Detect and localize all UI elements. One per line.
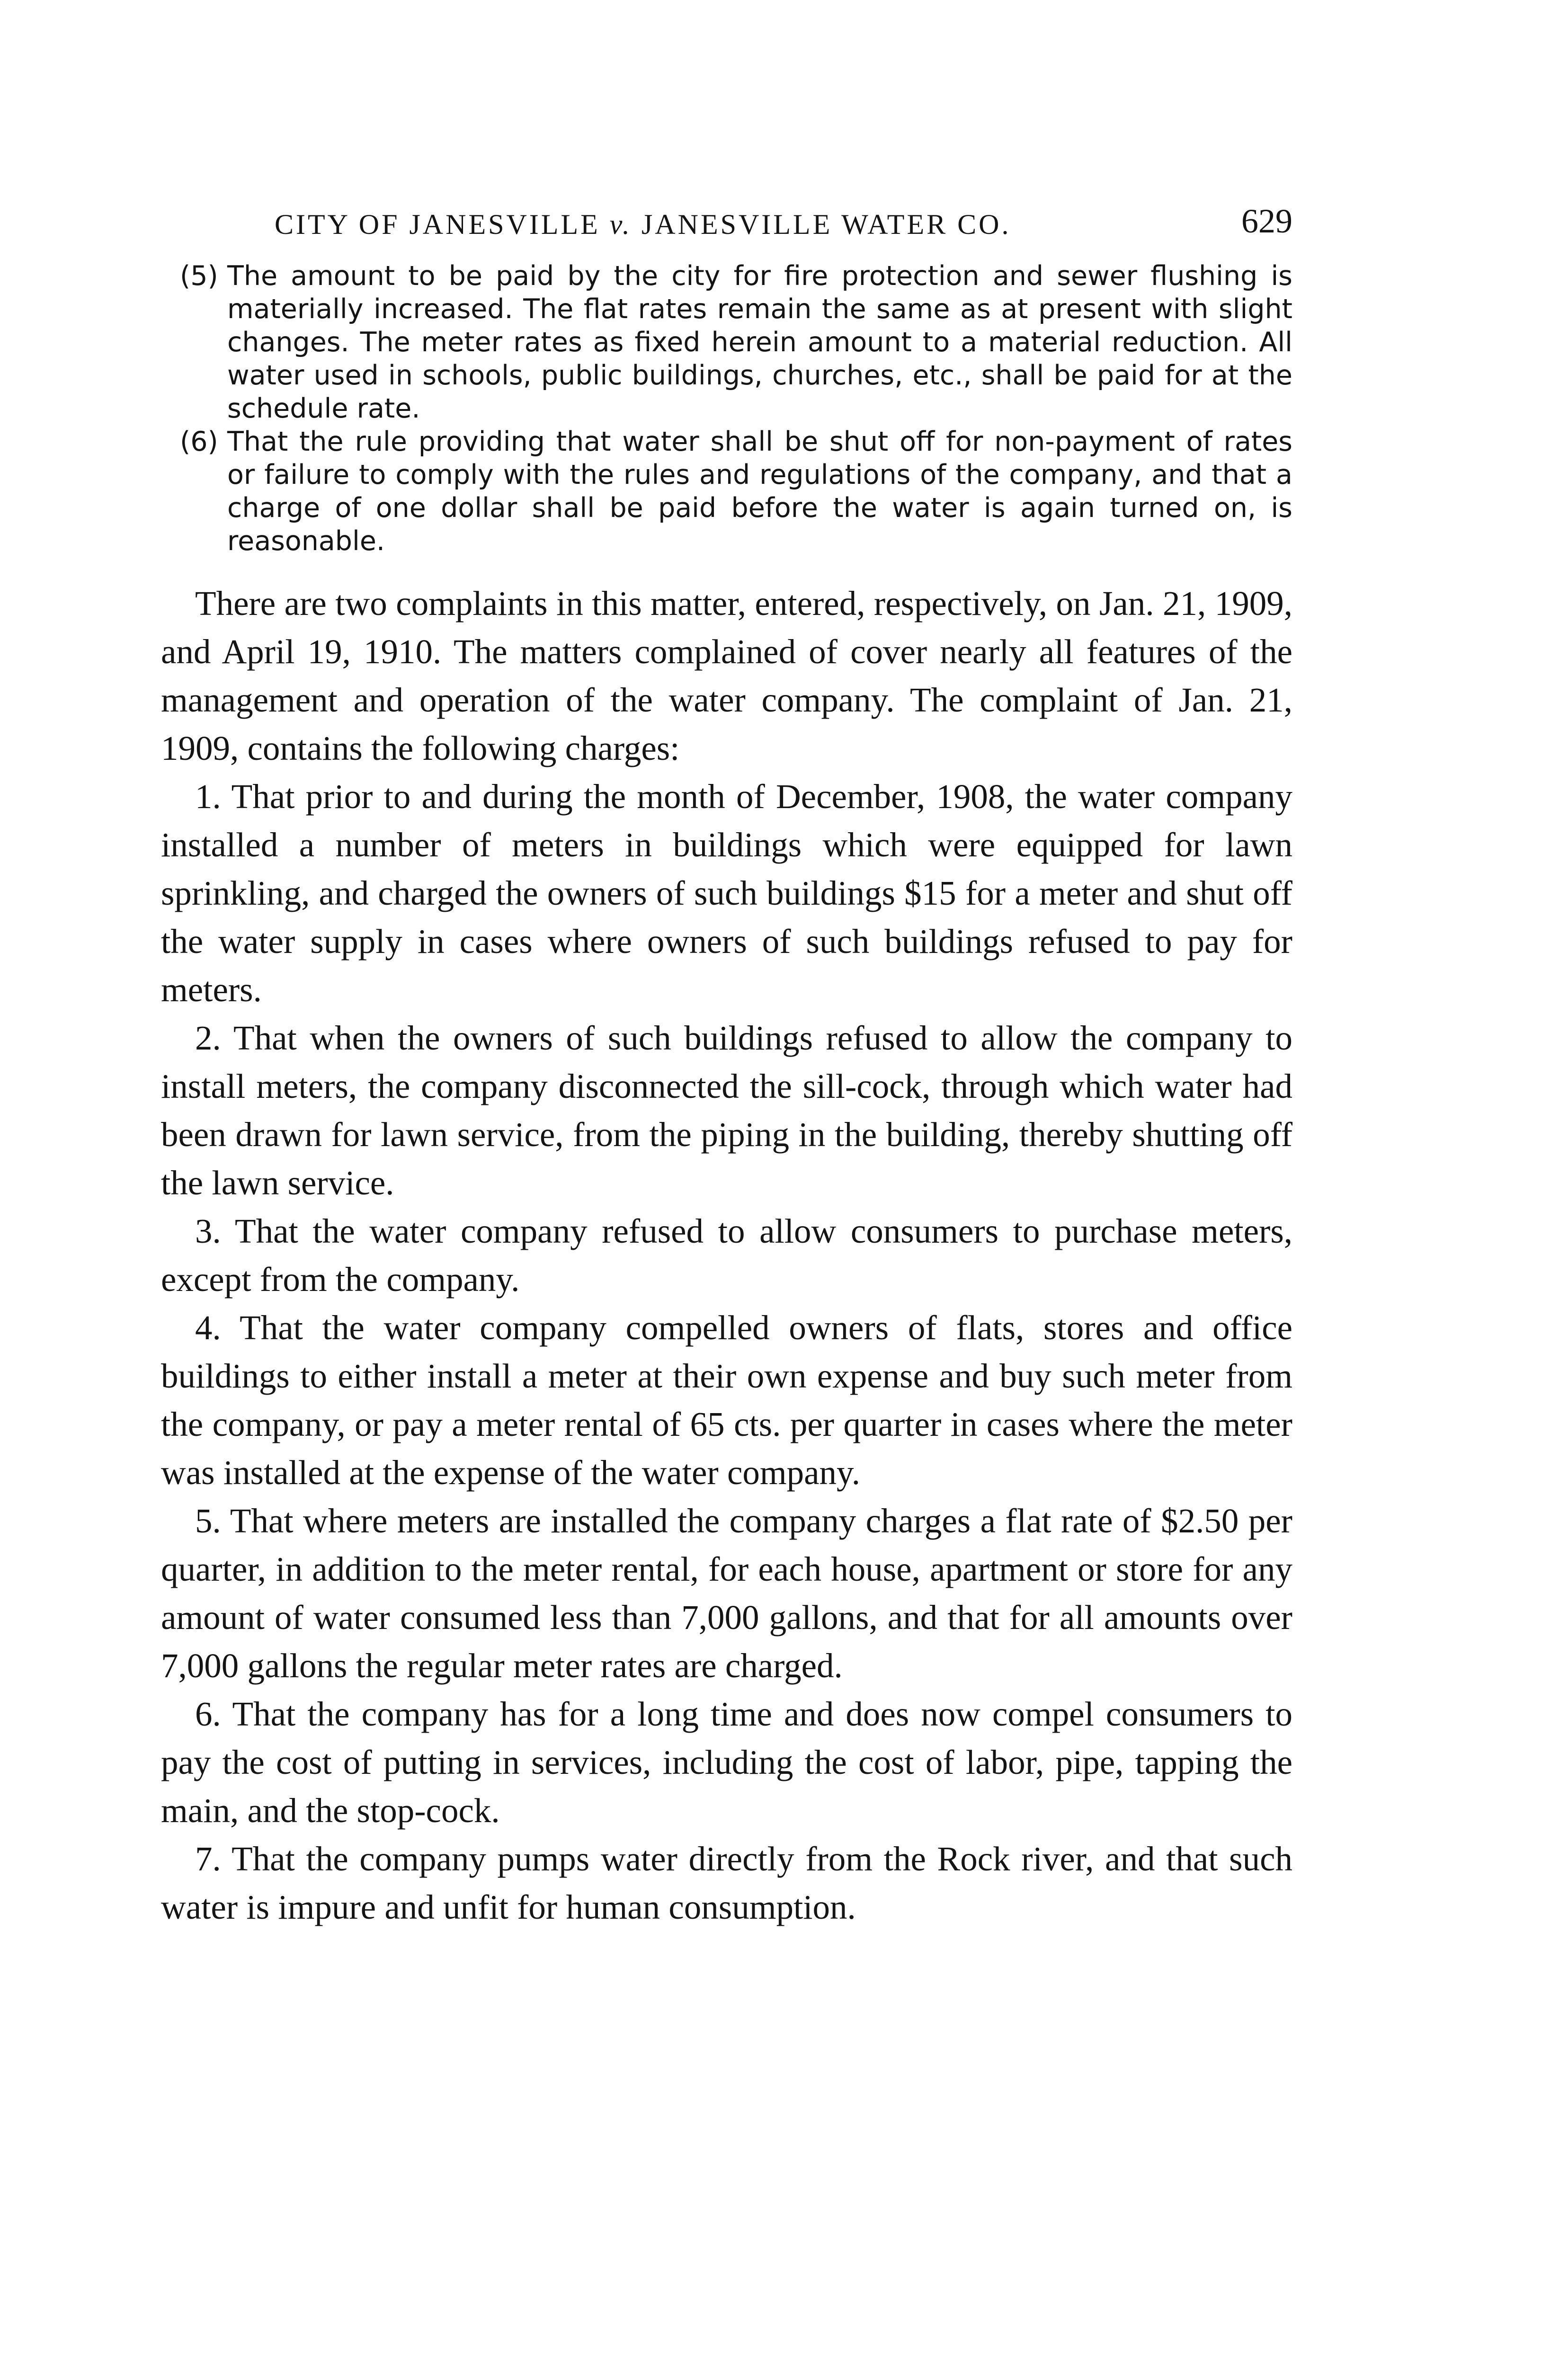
finding-number: (5)	[180, 260, 218, 292]
finding-text: That the rule providing that water shall be shut off for non-payment of rates or failure to comply with the rules and regulations of the company, and that a charge of one dollar shall be paid before the water is again turned on, is reasonable.	[227, 426, 1292, 557]
page-number: 629	[1241, 202, 1292, 240]
finding-text: The amount to be paid by the city for fire protection and sewer flushing is materially increased. The flat rates remain the same as at present with slight changes. The meter rates as fixed herein amount to a material reduction. All water used in schools, public buildings, churches, etc., shall be paid for at the schedule rate.	[227, 260, 1292, 424]
charge-paragraph: 5. That where meters are installed the company charges a flat rate of $2.50 per quarter, in addition to the meter rental, for each house, apartment or store for any amount of water consumed less than 7,000 gallons, and that for all amounts over 7,000 gallons the regular meter rates are charged.	[161, 1502, 1292, 1685]
charge-paragraph: 3. That the water company refused to allow consumers to purchase meters, except from the company.	[161, 1212, 1292, 1299]
charge-paragraph: 1. That prior to and during the month of December, 1908, the water company installed a number of meters in buildings which were equipped for lawn sprinkling, and charged the owners of such buildings $15 for a meter and shut off the water supply in cases where owners of such buildings refused to pay for meters.	[161, 777, 1292, 1009]
finding-item	[161, 259, 1292, 425]
charge-paragraph: 4. That the water company compelled owners of flats, stores and office buildings to either install a meter at their own expense and buy such meter from the company, or pay a meter rental of 65 cts. per quarter in cases where the meter was installed at the expense of the water company.	[161, 1308, 1292, 1492]
intro-paragraph: There are two complaints in this matter, entered, respectively, on Jan. 21, 1909, and April 19, 1910. The matters complained of cover nearly all features of the management and operation of the water company. The complaint of Jan. 21, 1909, contains the following charges:	[161, 584, 1292, 767]
running-head-title-v: v.	[609, 209, 632, 240]
body-text	[161, 579, 1292, 1931]
finding-item	[161, 425, 1292, 558]
charge-paragraph: 7. That the company pumps water directly from the Rock river, and that such water is impure and unfit for human consumption.	[161, 1840, 1292, 1926]
document-page	[161, 189, 1292, 1931]
finding-number: (6)	[180, 426, 218, 457]
running-head-title-after: JANESVILLE WATER CO.	[632, 209, 1011, 240]
running-head-title-before: CITY OF JANESVILLE	[275, 209, 610, 240]
running-head-title	[275, 208, 1011, 241]
running-head	[161, 189, 1292, 241]
charge-paragraph: 2. That when the owners of such buildings refused to allow the company to install meters, the company disconnected the sill-cock, through which water had been drawn for lawn service, from the piping in the building, thereby shutting off the lawn service.	[161, 1019, 1292, 1202]
charge-paragraph: 6. That the company has for a long time and does now compel consumers to pay the cost of putting in services, including the cost of labor, pipe, tapping the main, and the stop-cock.	[161, 1695, 1292, 1830]
findings-list	[161, 259, 1292, 558]
